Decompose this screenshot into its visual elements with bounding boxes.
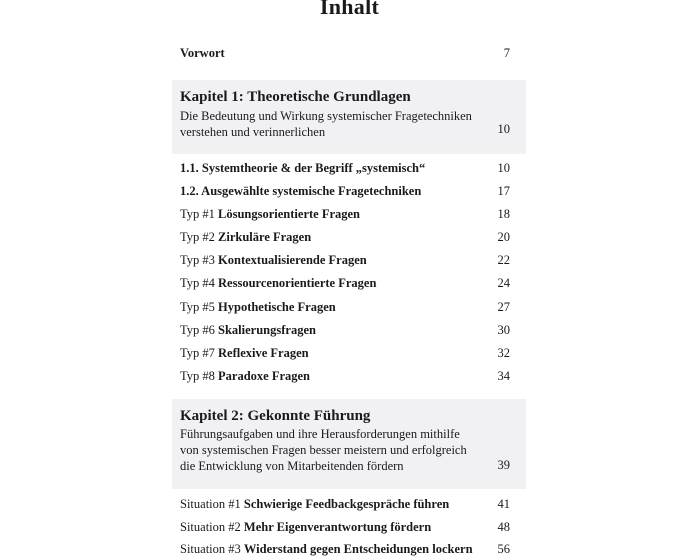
toc-entry-page: 7	[503, 46, 510, 60]
toc-entry[interactable]	[172, 227, 526, 247]
toc-entry[interactable]	[172, 297, 526, 317]
toc-entry-page: 24	[497, 276, 510, 290]
toc-entry-prefix: Typ #4	[180, 276, 219, 290]
toc-entry-preface[interactable]	[172, 43, 526, 63]
toc-entry-label: Mehr Eigenverantwortung fördern	[243, 520, 432, 534]
toc-entry[interactable]	[172, 181, 526, 201]
toc-entry[interactable]	[172, 273, 526, 293]
toc-entry-page: 34	[497, 369, 510, 383]
toc-entry[interactable]	[172, 366, 526, 386]
chapter-1-block[interactable]	[172, 80, 526, 154]
chapter-2-block[interactable]	[172, 399, 526, 489]
toc-entry-prefix: Typ #7	[180, 346, 219, 360]
toc-entry-prefix: Typ #5	[180, 300, 219, 314]
chapter-1-description: Die Bedeutung und Wirkung systemischer Fragetechniken verstehen und verinnerlichen	[180, 109, 472, 139]
toc-entry-label: Paradoxe Fragen	[218, 369, 311, 383]
toc-entry-label: Kontextualisierende Fragen	[218, 253, 367, 267]
toc-entry-prefix: Typ #8	[180, 369, 219, 383]
toc-entry-prefix: Situation #3	[180, 542, 244, 556]
toc-entry-label: Hypothetische Fragen	[218, 300, 336, 314]
toc-entry-page: 20	[497, 230, 510, 244]
toc-entry-page: 17	[497, 184, 510, 198]
toc-entry-page: 56	[497, 542, 510, 556]
toc-entry-page: 30	[497, 323, 510, 337]
toc-entry-label: Lösungsorientierte Fragen	[218, 207, 361, 221]
toc-entry[interactable]	[172, 158, 526, 178]
toc-entry-label: 1.1. Systemtheorie & der Begriff „systemisch“	[180, 161, 426, 175]
toc-entry-page: 32	[497, 346, 510, 360]
toc-entry-page: 10	[497, 161, 510, 175]
toc-entry[interactable]	[172, 517, 526, 537]
toc-entry-prefix: Typ #6	[180, 323, 219, 337]
toc-entry[interactable]	[172, 204, 526, 224]
toc-entry[interactable]	[172, 250, 526, 270]
chapter-1-heading: Kapitel 1: Theoretische Grundlagen	[180, 89, 411, 105]
toc-entry-page: 48	[497, 520, 510, 534]
chapter-1-page: 10	[497, 122, 510, 136]
toc-entry-prefix: Situation #1	[180, 497, 244, 511]
toc-entry-label: Zirkuläre Fragen	[218, 230, 312, 244]
toc-entry-page: 18	[497, 207, 510, 221]
toc-entry[interactable]	[172, 494, 526, 514]
toc-entry-label: Ressourcenorientierte Fragen	[218, 276, 377, 290]
toc-entry-label: Widerstand gegen Entscheidungen lockern	[243, 542, 473, 556]
toc-entry-prefix: Typ #1	[180, 207, 219, 221]
toc-entry-page: 22	[497, 253, 510, 267]
toc-entry-label: Vorwort	[180, 46, 225, 60]
toc-entry-page: 27	[497, 300, 510, 314]
toc-entry[interactable]	[172, 343, 526, 363]
toc-entry-label: Reflexive Fragen	[218, 346, 309, 360]
toc-entry[interactable]	[172, 320, 526, 340]
chapter-2-heading: Kapitel 2: Gekonnte Führung	[180, 408, 371, 424]
toc-entry-prefix: Typ #2	[180, 230, 219, 244]
toc-entry-label: 1.2. Ausgewählte systemische Fragetechniken	[180, 184, 422, 198]
toc-entry[interactable]	[172, 539, 526, 559]
toc-entry-prefix: Situation #2	[180, 520, 244, 534]
toc-entry-label: Schwierige Feedbackgespräche führen	[243, 497, 450, 511]
toc-entry-prefix: Typ #3	[180, 253, 219, 267]
toc-entry-page: 41	[497, 497, 510, 511]
toc-entry-label: Skalierungsfragen	[218, 323, 316, 337]
page-title: Inhalt	[319, 0, 380, 19]
chapter-2-page: 39	[497, 458, 510, 472]
chapter-2-description: Führungsaufgaben und ihre Herausforderungen mithilfe von systemischen Fragen besser meistern und erfolgreich die Entwicklung von Mitarbeitenden fördern	[180, 427, 467, 473]
